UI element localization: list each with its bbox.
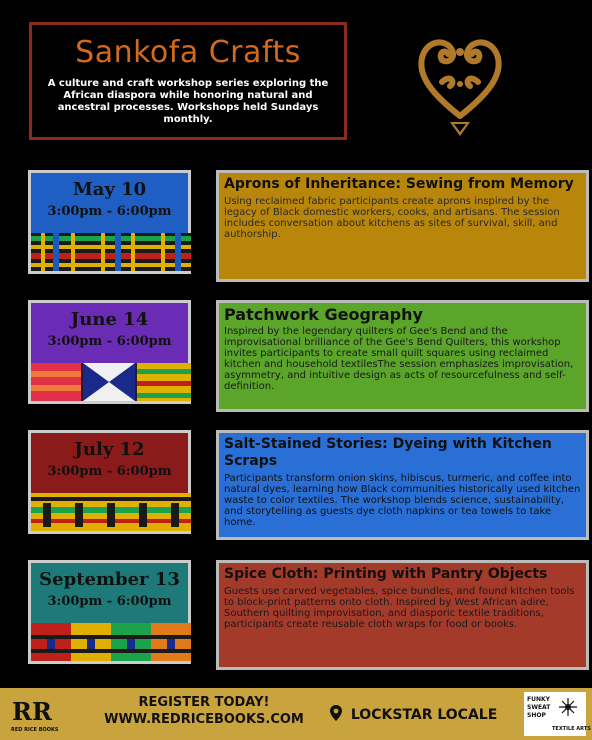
- sankofa-heart-icon: [412, 24, 508, 142]
- session-time: 3:00pm - 6:00pm: [47, 464, 172, 479]
- session-desc-box: [216, 300, 589, 412]
- session-date: September 13: [39, 569, 180, 590]
- session-desc-box: [216, 560, 589, 670]
- svg-text:SWEAT: SWEAT: [527, 704, 551, 711]
- page-title: Sankofa Crafts: [75, 35, 301, 70]
- session-description: Inspired by the legendary quilters of Gee's Bend and the improvisational brilliance of the Gee's Bend Quilters, this workshop invites participants to create small quilt squares using reclaimed kitchen and household textilesThe session emphasizes improvisation, asymmetry, and intuitive design as acts of resourcefulness and self-definition.: [224, 326, 574, 392]
- kente-cloth-image: [31, 233, 191, 271]
- session-date: June 14: [70, 309, 149, 330]
- session-description: Using reclaimed fabric participants create aprons inspired by the legacy of Black domestic workers, cooks, and artisans. The session includes conversation about kitchens as sites of survival, skill, and authorship.: [224, 196, 560, 240]
- register-cta: [96, 694, 312, 728]
- session-date-box: [28, 560, 191, 664]
- footer-bar: [0, 688, 592, 740]
- session-desc-box: [216, 170, 589, 282]
- funky-sweat-shop-logo: [524, 692, 591, 736]
- session-date-box: [28, 300, 191, 404]
- session-date-box: [28, 430, 191, 534]
- kente-cloth-image: [31, 623, 191, 661]
- series-description: A culture and craft workshop series exploring the African diaspora while honoring natural and ancestral processes. Workshops held Sundays monthly.: [47, 78, 329, 125]
- session-date: July 12: [74, 439, 145, 460]
- session-time: 3:00pm - 6:00pm: [47, 594, 172, 609]
- title-box: [29, 22, 347, 140]
- session-title: Salt-Stained Stories: Dyeing with Kitchen Scraps: [224, 436, 552, 469]
- session-time: 3:00pm - 6:00pm: [47, 204, 172, 219]
- svg-text:TEXTILE ARTS: TEXTILE ARTS: [552, 726, 591, 732]
- session-description: Guests use carved vegetables, spice bundles, and found kitchen tools to block-print patterns onto cloth. Inspired by West African adire, Southern quilting improvisation, and diasporic textile traditions, participants create reusable cloth wraps for food or books.: [224, 586, 575, 630]
- session-description: Participants transform onion skins, hibiscus, turmeric, and coffee into natural dyes, learning how Black communities historically used kitchen waste to color textiles. The workshop blends science, sustainability, and storytelling as guests dye cloth napkins or tea towels to take home.: [224, 473, 581, 528]
- website-link[interactable]: WWW.REDRICEBOOKS.COM: [104, 712, 304, 727]
- svg-text:SHOP: SHOP: [527, 712, 546, 719]
- location-pin-icon: [330, 705, 342, 721]
- session-title: Spice Cloth: Printing with Pantry Objects: [224, 566, 548, 582]
- kente-cloth-image: [31, 493, 191, 531]
- kente-cloth-image: [31, 363, 191, 401]
- svg-text:RED RICE BOOKS: RED RICE BOOKS: [11, 727, 59, 733]
- svg-text:FUNKY: FUNKY: [527, 696, 550, 703]
- session-date-box: [28, 170, 191, 274]
- session-time: 3:00pm - 6:00pm: [47, 334, 172, 349]
- svg-text:RR: RR: [12, 697, 52, 726]
- session-title: Aprons of Inheritance: Sewing from Memory: [224, 176, 574, 192]
- location: [330, 705, 497, 723]
- location-name: LOCKSTAR LOCALE: [350, 707, 498, 723]
- red-rice-books-logo: [8, 694, 58, 734]
- session-desc-box: [216, 430, 589, 540]
- session-title: Patchwork Geography: [224, 305, 423, 324]
- session-date: May 10: [72, 179, 147, 200]
- register-text: REGISTER TODAY!: [138, 695, 270, 710]
